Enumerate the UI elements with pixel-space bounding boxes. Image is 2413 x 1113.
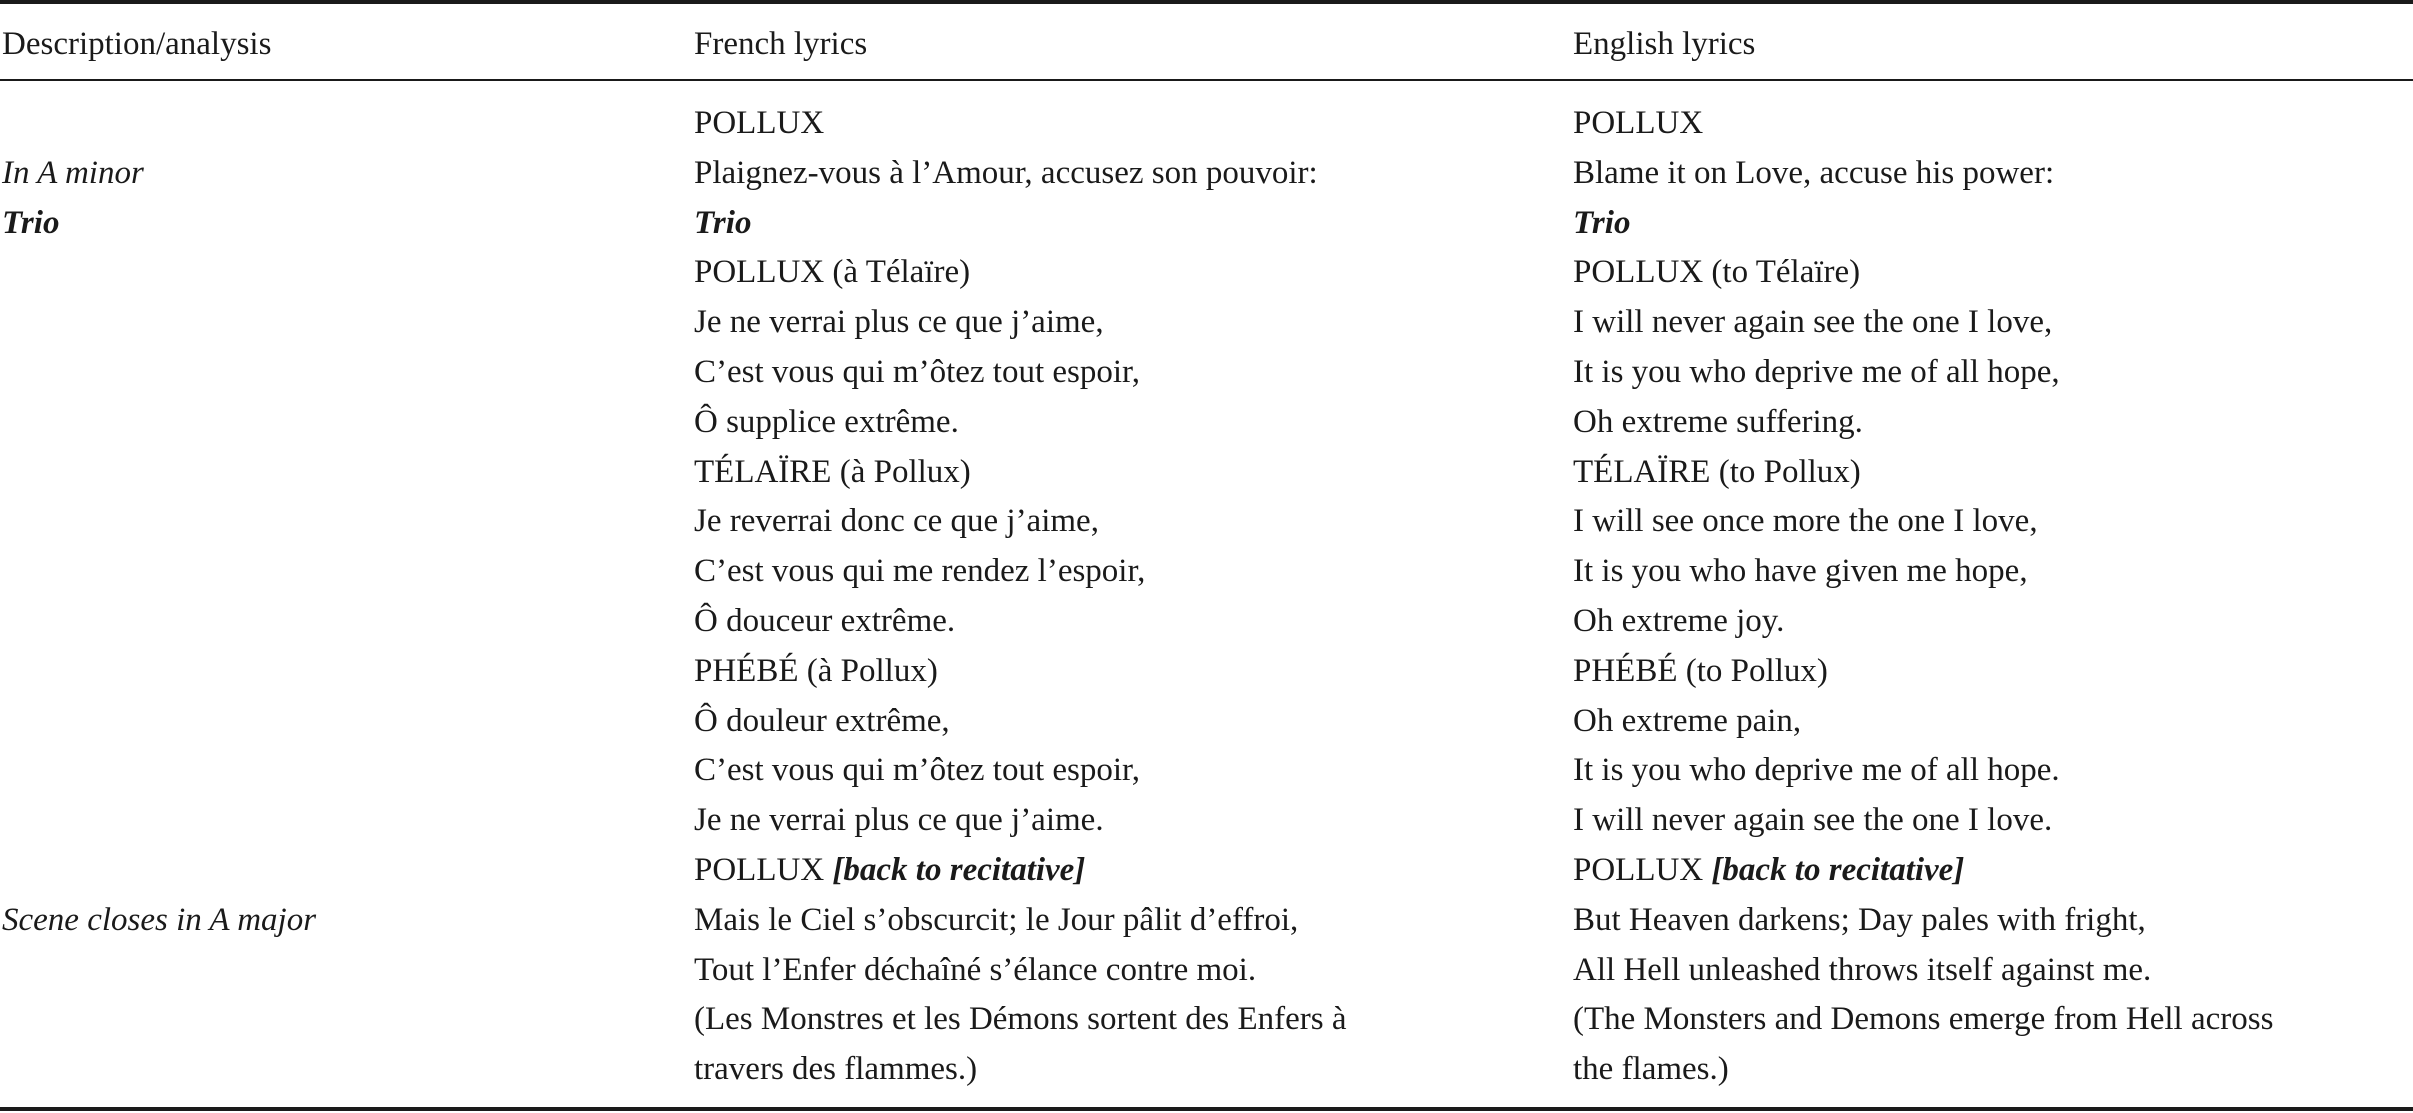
english-lyric-emphasis: Trio xyxy=(1573,204,1631,241)
french-lyric-emphasis: [back to recitative] xyxy=(832,851,1086,888)
header-rule xyxy=(0,79,2413,81)
table-row xyxy=(0,99,2413,149)
english-lyric-text: Oh extreme suffering. xyxy=(1573,403,1863,440)
french-lyric-cell xyxy=(694,597,955,647)
english-lyric-text: POLLUX xyxy=(1573,105,1704,141)
french-lyric-cell xyxy=(694,348,1140,398)
french-lyric-cell xyxy=(694,99,824,149)
header-description: Description/analysis xyxy=(2,26,272,62)
table-row xyxy=(0,846,2413,896)
french-lyric-text: C’est vous qui m’ôtez tout espoir, xyxy=(694,353,1140,390)
french-lyric-cell xyxy=(694,398,959,448)
table-row xyxy=(0,1045,2413,1095)
table-top-rule xyxy=(0,0,2413,4)
english-lyric-cell xyxy=(1573,298,2052,348)
french-lyric-text: POLLUX xyxy=(694,105,825,141)
table-row xyxy=(0,796,2413,846)
french-lyric-text: PHÉBÉ (à Pollux) xyxy=(694,652,938,689)
english-lyric-cell xyxy=(1573,348,2060,398)
french-lyric-cell xyxy=(694,697,950,747)
table-row xyxy=(0,348,2413,398)
english-lyric-text: I will never again see the one I love. xyxy=(1573,802,2053,839)
table-row xyxy=(0,248,2413,298)
english-lyric-cell xyxy=(1573,846,1964,896)
french-lyric-cell xyxy=(694,547,1145,597)
lyrics-table-body xyxy=(0,99,2413,1095)
french-lyric-cell xyxy=(694,946,1256,996)
english-lyric-text: PHÉBÉ (to Pollux) xyxy=(1573,652,1828,689)
english-lyric-text: It is you who deprive me of all hope. xyxy=(1573,752,2060,789)
french-lyric-text: Ô supplice extrême. xyxy=(694,403,959,440)
english-lyric-text: Oh extreme pain, xyxy=(1573,702,1802,739)
english-lyric-cell xyxy=(1573,149,2054,199)
english-lyric-cell xyxy=(1573,896,2146,946)
french-lyric-text: Plaignez-vous à l’Amour, accusez son pouvoir: xyxy=(694,154,1318,191)
french-lyric-text: (Les Monstres et les Démons sortent des Enfers à xyxy=(694,1001,1347,1038)
table-row xyxy=(0,896,2413,946)
table-row xyxy=(0,497,2413,547)
description-cell: In A minor xyxy=(2,154,144,191)
english-lyric-text: POLLUX (to Télaïre) xyxy=(1573,254,1861,291)
english-lyric-cell xyxy=(1573,497,2038,547)
table-row xyxy=(0,149,2413,199)
french-lyric-text: Ô douleur extrême, xyxy=(694,702,950,739)
english-lyric-cell xyxy=(1573,796,2052,846)
french-lyric-cell xyxy=(694,896,1298,946)
english-lyric-text: It is you who have given me hope, xyxy=(1573,553,2028,590)
french-lyric-text: Je ne verrai plus ce que j’aime. xyxy=(694,802,1104,839)
english-lyric-text: I will see once more the one I love, xyxy=(1573,503,2038,540)
french-lyric-text: Ô douceur extrême. xyxy=(694,602,956,639)
table-row xyxy=(0,597,2413,647)
french-lyric-cell xyxy=(694,746,1140,796)
english-lyric-cell xyxy=(1573,199,1630,249)
table-row xyxy=(0,398,2413,448)
french-lyric-text: C’est vous qui m’ôtez tout espoir, xyxy=(694,752,1140,789)
table-row xyxy=(0,547,2413,597)
french-lyric-cell xyxy=(694,149,1318,199)
french-lyric-emphasis: Trio xyxy=(694,204,752,241)
english-lyric-cell xyxy=(1573,1045,1729,1095)
english-lyric-text: Oh extreme joy. xyxy=(1573,602,1785,639)
english-lyric-emphasis: [back to recitative] xyxy=(1711,851,1965,888)
table-row xyxy=(0,697,2413,747)
description-cell: Trio xyxy=(2,204,60,241)
english-lyric-text: TÉLAÏRE (to Pollux) xyxy=(1573,453,1861,490)
french-lyric-text: Je reverrai donc ce que j’aime, xyxy=(694,503,1099,540)
french-lyric-cell xyxy=(694,1045,977,1095)
french-lyric-text: travers des flammes.) xyxy=(694,1051,978,1088)
english-lyric-text: I will never again see the one I love, xyxy=(1573,304,2053,341)
french-lyric-text: TÉLAÏRE (à Pollux) xyxy=(694,453,971,490)
french-lyric-text: POLLUX (à Télaïre) xyxy=(694,254,971,291)
table-row xyxy=(0,647,2413,697)
table-row xyxy=(0,448,2413,498)
english-lyric-text: It is you who deprive me of all hope, xyxy=(1573,353,2060,390)
english-lyric-cell xyxy=(1573,448,1861,498)
english-lyric-text: (The Monsters and Demons emerge from Hell across xyxy=(1573,1001,2274,1038)
table-row xyxy=(0,746,2413,796)
french-lyric-text: Je ne verrai plus ce que j’aime, xyxy=(694,304,1104,341)
english-lyric-cell xyxy=(1573,597,1784,647)
english-lyric-text: the flames.) xyxy=(1573,1051,1729,1088)
english-lyric-cell xyxy=(1573,99,1703,149)
english-lyric-text: But Heaven darkens; Day pales with fright, xyxy=(1573,901,2146,938)
english-lyric-cell xyxy=(1573,398,1863,448)
english-lyric-cell xyxy=(1573,995,2273,1045)
french-lyric-cell xyxy=(694,248,970,298)
english-lyric-cell xyxy=(1573,647,1828,697)
french-lyric-cell xyxy=(694,298,1104,348)
french-lyric-cell xyxy=(694,796,1104,846)
english-lyric-cell xyxy=(1573,697,1801,747)
english-lyric-text: Blame it on Love, accuse his power: xyxy=(1573,154,2055,191)
table-row xyxy=(0,946,2413,996)
french-lyric-text: Mais le Ciel s’obscurcit; le Jour pâlit d’effroi, xyxy=(694,901,1299,938)
english-lyric-cell xyxy=(1573,547,2028,597)
french-lyric-cell xyxy=(694,995,1347,1045)
description-cell: Scene closes in A major xyxy=(2,901,317,938)
french-lyric-text: C’est vous qui me rendez l’espoir, xyxy=(694,553,1146,590)
french-lyric-cell xyxy=(694,199,751,249)
french-lyric-cell xyxy=(694,647,938,697)
header-english: English lyrics xyxy=(1573,26,1756,62)
french-lyric-cell xyxy=(694,497,1099,547)
french-lyric-text: POLLUX xyxy=(694,851,833,888)
english-lyric-text: All Hell unleashed throws itself against me. xyxy=(1573,951,2152,988)
french-lyric-cell xyxy=(694,448,971,498)
table-row xyxy=(0,298,2413,348)
header-french: French lyrics xyxy=(694,26,868,62)
french-lyric-text: Tout l’Enfer déchaîné s’élance contre moi. xyxy=(694,951,1257,988)
english-lyric-cell xyxy=(1573,746,2060,796)
table-row xyxy=(0,199,2413,249)
english-lyric-cell xyxy=(1573,248,1860,298)
english-lyric-cell xyxy=(1573,946,2151,996)
table-bottom-rule xyxy=(0,1107,2413,1111)
english-lyric-text: POLLUX xyxy=(1573,851,1712,888)
table-row xyxy=(0,995,2413,1045)
french-lyric-cell xyxy=(694,846,1085,896)
